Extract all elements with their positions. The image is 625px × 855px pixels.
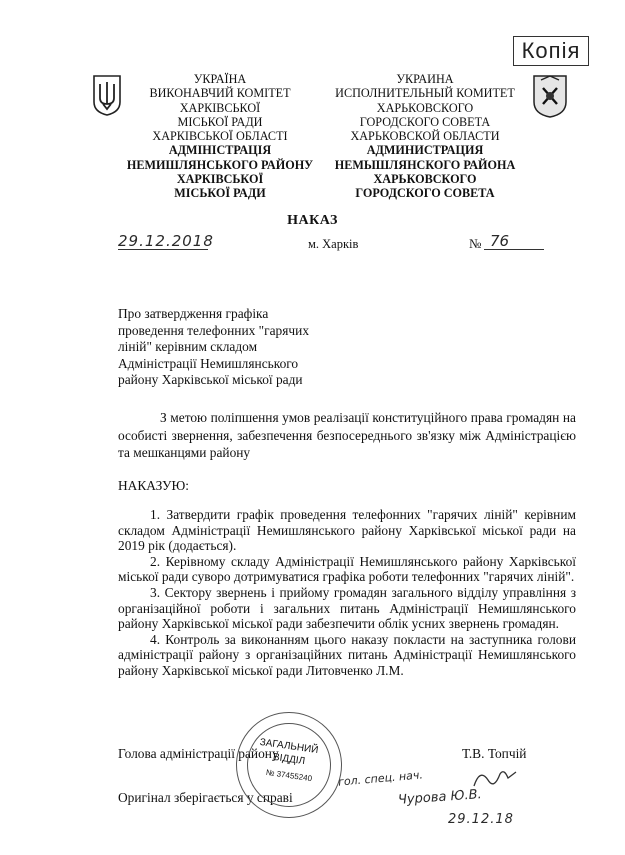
- order-item: 1. Затвердити графік проведення телефонних "гарячих ліній" керівним складом Адміністрації Немишлянського району Харківської міської ради на 2019 рік (додається).: [118, 507, 576, 554]
- order-word: НАКАЗУЮ:: [118, 478, 189, 493]
- header-left-line: УКРАЇНА: [193, 72, 247, 86]
- document-title: НАКАЗ: [287, 213, 338, 228]
- signature-position: Голова адміністрації району: [118, 746, 279, 761]
- header-left-bold-line: АДМІНІСТРАЦІЯ: [168, 143, 272, 158]
- seal-title-1: ЗАГАЛЬНИЙ: [258, 736, 320, 757]
- preamble-paragraph: З метою поліпшення умов реалізації конституційного права громадян на особисті звернення, забезпечення безпосереднього зв'язку між Адміністрацією та мешканцями району: [118, 410, 576, 460]
- department-seal: [236, 712, 342, 818]
- subject-line: Про затвердження графіка: [118, 306, 269, 321]
- header-right-bold-line: ГОРОДСКОГО СОВЕТА: [355, 186, 495, 201]
- subject-line: району Харківської міської ради: [118, 372, 303, 387]
- header-right-bold-line: ХАРЬКОВСКОГО: [373, 172, 477, 187]
- date-handwritten: 29.12.2018: [118, 232, 214, 250]
- header-left-line: ХАРКІВСЬКОЇ ОБЛАСТІ: [152, 129, 288, 144]
- city-emblem-icon: [531, 72, 569, 118]
- header-right-line: ГОРОДСКОГО СОВЕТА: [359, 114, 491, 129]
- subject-line: проведення телефонних "гарячих: [118, 322, 310, 338]
- copy-stamp: Копія: [513, 36, 589, 66]
- original-note: Оригінал зберігається у справі: [118, 790, 293, 805]
- city-label: м. Харків: [308, 237, 359, 251]
- seal-title-2: ВІДДІЛ: [272, 751, 306, 768]
- header-left-line: МІСЬКОЇ РАДИ: [177, 114, 263, 129]
- handwritten-note-3: 29.12.18: [448, 812, 514, 827]
- handwritten-note-1: гол. спец. нач.: [337, 768, 424, 789]
- order-item: 3. Сектору звернень і прийому громадян загального відділу управління з організаційної роботи і загальних питань Адміністрації Немишлянського району Харківської міської ради забезпечити облік усних звернень громадян.: [118, 584, 576, 632]
- header-left-bold-line: ХАРКІВСЬКОЇ: [176, 172, 264, 187]
- number-label: №: [469, 236, 482, 251]
- subject-line: Адміністрації Немишлянського: [118, 355, 299, 371]
- header-left-line: ВИКОНАВЧИЙ КОМІТЕТ: [149, 86, 291, 101]
- header-right-line: УКРАИНА: [396, 72, 454, 86]
- subject-line: ліній" керівним складом: [118, 339, 258, 354]
- header-right-bold-line: НЕМЫШЛЯНСКОГО РАЙОНА: [334, 157, 516, 172]
- header-right-line: ХАРЬКОВСКОГО: [376, 100, 474, 115]
- date-underline: [118, 249, 208, 250]
- header-right: [316, 72, 534, 201]
- header-left-bold-line: МІСЬКОЇ РАДИ: [174, 186, 266, 201]
- header-right-bold-line: АДМИНИСТРАЦИЯ: [366, 143, 484, 158]
- header-right-line: ХАРЬКОВСКОЙ ОБЛАСТИ: [350, 129, 500, 144]
- header-left: [110, 72, 330, 201]
- number-underline: [484, 249, 544, 250]
- subject-block: [118, 306, 309, 389]
- signature-name: Т.В. Топчій: [462, 746, 527, 761]
- seal-number: № 37455240: [265, 767, 313, 784]
- number-handwritten: 76: [490, 232, 510, 250]
- order-item: 4. Контроль за виконанням цього наказу покласти на заступника голови адміністрації району з організаційних питань Адміністрації Немишлянського району Харківської міської ради Литовченко Л.М.: [118, 631, 576, 678]
- header-left-line: ХАРКІВСЬКОЇ: [179, 100, 261, 115]
- header-left-bold-line: НЕМИШЛЯНСЬКОГО РАЙОНУ: [126, 157, 314, 172]
- order-items: [118, 507, 576, 679]
- header-right-line: ИСПОЛНИТЕЛЬНЫЙ КОМИТЕТ: [335, 86, 515, 101]
- handwritten-note-2: Чурова Ю.В.: [397, 787, 483, 808]
- order-item: 2. Керівному складу Адміністрації Немишлянського району Харківської міської ради суворо дотримуватися графіка роботи телефонних "гарячих ліній".: [118, 553, 576, 585]
